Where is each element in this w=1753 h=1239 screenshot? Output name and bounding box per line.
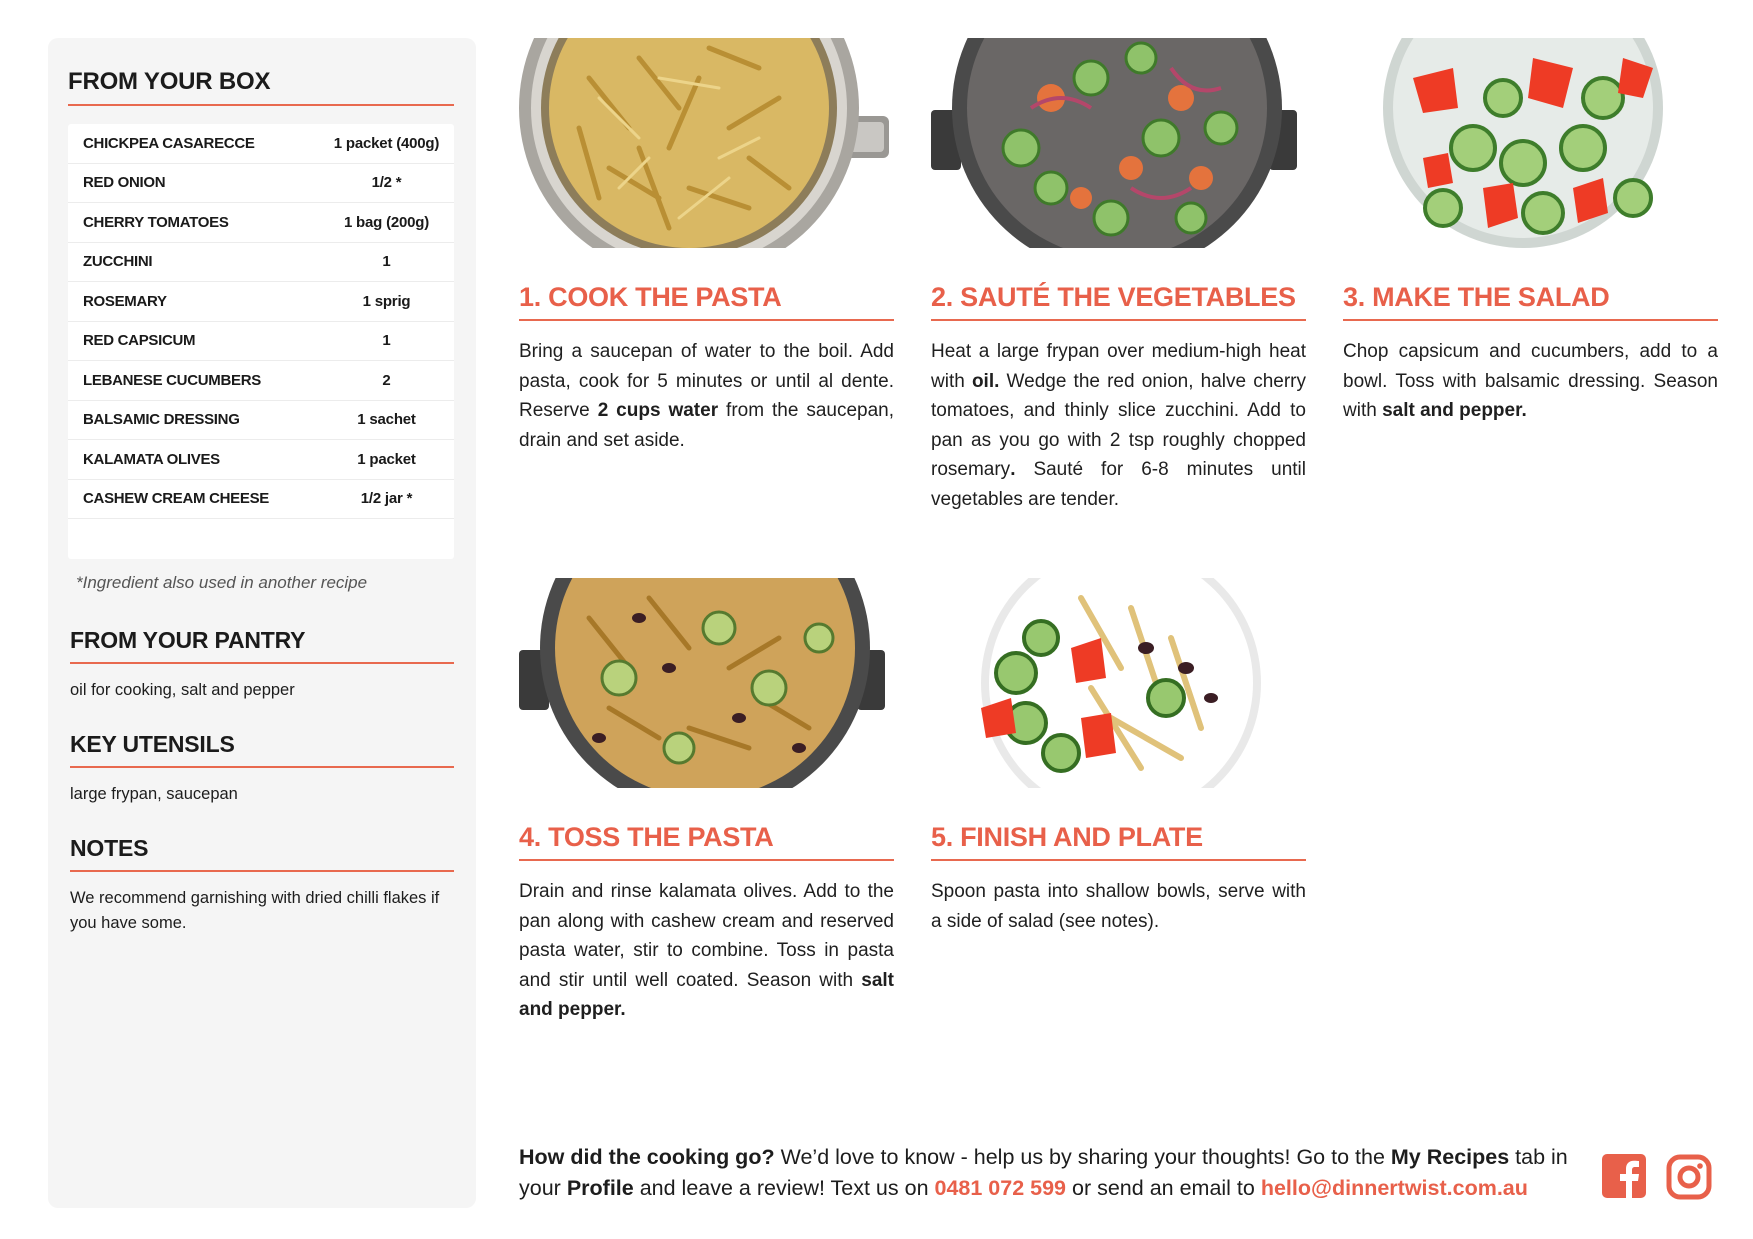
utensils-section bbox=[68, 731, 454, 807]
ingredient-row bbox=[68, 282, 454, 322]
step-5-photo bbox=[931, 578, 1306, 788]
utensils-text: large frypan, saucepan bbox=[70, 785, 238, 803]
notes-section bbox=[68, 835, 454, 936]
ingredient-name: LEBANESE CUCUMBERS bbox=[83, 371, 261, 389]
notes-text: We recommend garnishing with dried chilli flakes if you have some. bbox=[70, 889, 440, 932]
step-2-text: Heat a large frypan over medium-high heat with oil. Wedge the red onion, halve cherry tomatoes, and thinly slice zucchini. Add to pan as you go with 2 tsp roughly chopped rosemary. Sauté for 6-8 minutes until vegetables are tender. bbox=[931, 341, 1306, 510]
step-4 bbox=[519, 578, 894, 1025]
step-3-photo bbox=[1343, 38, 1718, 248]
step-3-title: 3. MAKE THE SALAD bbox=[1343, 282, 1718, 321]
ingredient-name: ZUCCHINI bbox=[83, 253, 153, 271]
ingredient-qty: 1 bag (200g) bbox=[343, 213, 430, 231]
ingredient-qty: 1 packet (400g) bbox=[333, 134, 440, 152]
profile-link[interactable]: Profile bbox=[566, 1176, 634, 1200]
pantry-section bbox=[68, 627, 454, 703]
step-1-photo bbox=[519, 38, 894, 248]
ingredient-qty: 1 packet bbox=[357, 450, 416, 468]
my-recipes-link[interactable]: My Recipes bbox=[1390, 1145, 1510, 1169]
ingredient-qty: 1 bbox=[382, 332, 391, 350]
from-your-box-heading: FROM YOUR BOX bbox=[68, 68, 454, 106]
step-1-title: 1. COOK THE PASTA bbox=[519, 282, 894, 321]
ingredients-panel bbox=[48, 38, 476, 1208]
ingredient-qty: 1 bbox=[382, 253, 391, 271]
ingredient-name: CHERRY TOMATOES bbox=[83, 213, 229, 231]
step-1-text: Bring a saucepan of water to the boil. Add pasta, cook for 5 minutes or until al dente. Reserve 2 cups water from the saucepan, drain and set aside. bbox=[519, 341, 894, 451]
ingredient-qty: 1/2 * bbox=[371, 174, 402, 192]
ingredient-qty: 1 sachet bbox=[357, 411, 416, 429]
step-4-title: 4. TOSS THE PASTA bbox=[519, 822, 894, 861]
ingredient-row bbox=[68, 401, 454, 441]
ingredient-row bbox=[68, 361, 454, 401]
review-prompt: How did the cooking go? We’d love to know - help us by sharing your thoughts! Go to the My Recipes tab in your Profile and leave a review! Text us on 0481 072 599 or send an email to hello@dinnertwist.com.au bbox=[519, 1145, 1568, 1200]
step-2 bbox=[931, 38, 1306, 514]
ingredient-table bbox=[68, 124, 454, 559]
ingredient-qty: 1 sprig bbox=[362, 292, 411, 310]
ingredient-footnote: *Ingredient also used in another recipe bbox=[76, 573, 368, 592]
step-2-title: 2. SAUTÉ THE VEGETABLES bbox=[931, 282, 1306, 321]
ingredient-name: KALAMATA OLIVES bbox=[83, 450, 220, 468]
utensils-heading: KEY UTENSILS bbox=[70, 731, 454, 768]
step-5-title: 5. FINISH AND PLATE bbox=[931, 822, 1306, 861]
ingredient-name: RED CAPSICUM bbox=[83, 332, 196, 350]
email-link[interactable]: hello@dinnertwist.com.au bbox=[1260, 1176, 1528, 1200]
phone-link[interactable]: 0481 072 599 bbox=[934, 1176, 1067, 1200]
ingredient-row bbox=[68, 322, 454, 362]
step-4-photo bbox=[519, 578, 894, 788]
ingredient-row bbox=[68, 243, 454, 283]
ingredient-row bbox=[68, 203, 454, 243]
ingredient-row bbox=[68, 480, 454, 520]
ingredient-name: ROSEMARY bbox=[83, 292, 167, 310]
ingredient-name: RED ONION bbox=[83, 174, 166, 192]
step-5 bbox=[931, 578, 1306, 936]
instagram-icon[interactable] bbox=[1666, 1154, 1712, 1205]
step-4-text: Drain and rinse kalamata olives. Add to the pan along with cashew cream and reserved pasta water, stir to combine. Toss in pasta and stir until well coated. Season with salt and pepper. bbox=[519, 881, 894, 1020]
step-1 bbox=[519, 38, 894, 455]
ingredient-qty: 2 bbox=[382, 371, 391, 389]
ingredient-name: CHICKPEA CASARECCE bbox=[83, 134, 255, 152]
step-2-photo bbox=[931, 38, 1306, 248]
pantry-text: oil for cooking, salt and pepper bbox=[70, 681, 295, 699]
step-3 bbox=[1343, 38, 1718, 426]
ingredient-row bbox=[68, 124, 454, 164]
ingredient-name: CASHEW CREAM CHEESE bbox=[83, 490, 269, 508]
step-5-text: Spoon pasta into shallow bowls, serve with a side of salad (see notes). bbox=[931, 881, 1306, 932]
pantry-heading: FROM YOUR PANTRY bbox=[70, 627, 454, 664]
ingredient-name: BALSAMIC DRESSING bbox=[83, 411, 240, 429]
ingredient-row bbox=[68, 164, 454, 204]
notes-heading: NOTES bbox=[70, 835, 454, 872]
ingredient-row bbox=[68, 440, 454, 480]
facebook-icon[interactable] bbox=[1602, 1154, 1646, 1203]
ingredient-qty: 1/2 jar * bbox=[360, 490, 413, 508]
step-3-text: Chop capsicum and cucumbers, add to a bowl. Toss with balsamic dressing. Season with salt and pepper. bbox=[1343, 341, 1718, 421]
